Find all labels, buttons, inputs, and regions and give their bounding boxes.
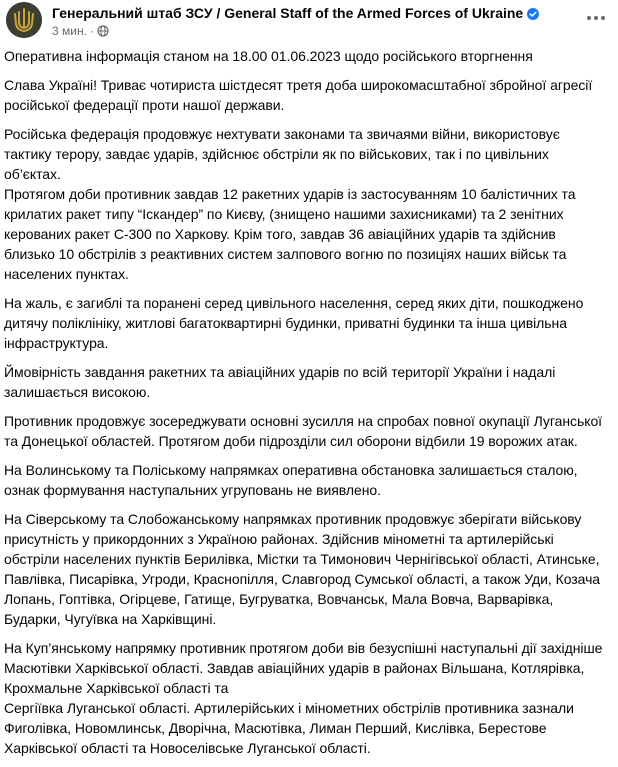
globe-icon[interactable]	[97, 25, 109, 40]
page-name-link[interactable]: Генеральний штаб ЗСУ / General Staff of the Armed Forces of Ukraine	[52, 5, 524, 21]
post-paragraph: Ймовірність завдання ракетних та авіаційних ударів по всій території України і надалі залишається високою.	[4, 364, 556, 400]
post-paragraph: Сергіївка Луганської області. Артилерійських і мінометних обстрілів противника зазнали Фиголівка, Новомлинськ, Дворічна, Масютівка, Лиман Перший, Кислівка, Берестове Харківської області та Новоселівське Луганської області.	[4, 700, 574, 756]
meta-separator: ·	[89, 24, 94, 38]
author-line	[52, 5, 539, 25]
post-header	[4, 2, 618, 42]
post-paragraph: На Куп’янському напрямку противник протягом доби вів безуспішні наступальні дії західніше Масютівки Харківської області. Завдав авіаційних ударів в районах Вільшана, Котлярівка, Крохмальне Харківської області та	[4, 640, 603, 696]
post-body	[4, 46, 604, 767]
trident-emblem-icon	[6, 2, 42, 38]
post-paragraph: На Сіверському та Слобожанському напрямках противник продовжує зберігати військову присутність у прикордонних з Україною районах. Здійснив мінометні та артилерійські обстріли населених пунктів Берилівка, Містки та Тимонович Чернігівської області, Атинське, Павлівка, Писарівка, Угроди, Краснопілля, Славгород Сумської області, а також Уди, Козача Лопань, Гоптівка, Огірцеве, Гатище, Бугруватка, Вовчанськ, Мала Вовча, Варварівка, Бударки, Чугуївка на Харківщині.	[4, 511, 601, 627]
post-paragraph: На Волинському та Поліському напрямках оперативна обстановка залишається сталою, ознак формування наступальних угруповань не виявлено.	[4, 462, 578, 498]
post-paragraph-heading: Оперативна інформація станом на 18.00 01.06.2023 щодо російського вторгнення	[4, 48, 533, 64]
verified-badge-icon	[527, 7, 539, 25]
more-options-icon[interactable]	[582, 8, 610, 28]
post-paragraph: Слава Україні! Триває чотириста шістдесят третя доба широкомасштабної збройної агресії російської федерації проти нашої держави.	[4, 77, 593, 113]
post-paragraph: Російська федерація продовжує нехтувати законами та звичаями війни, використовує тактику терору, завдає ударів, здійснює обстріли як по військових, так і по цивільних об’єктах.	[4, 126, 560, 182]
post-meta	[52, 24, 109, 40]
post-paragraph: Противник продовжує зосереджувати основні зусилля на спробах повної окупації Луганської та Донецької областей. Протягом доби підрозділи сил оборони відбили 19 ворожих атак.	[4, 413, 603, 449]
post-timestamp[interactable]: 3 мин.	[52, 24, 87, 38]
page-avatar[interactable]	[6, 2, 42, 38]
post-paragraph: Протягом доби противник завдав 12 ракетних ударів із застосуванням 10 балістичних та крилатих ракет типу “Іскандер” по Києву, (знищено нашими захисниками) та 2 зенітних керованих ракет С-300 по Харкову. Крім того, завдав 36 авіаційних ударів та здійснив близько 10 обстрілів з реактивних систем залпового вогню по позиціях наших військ та населених пунктах.	[4, 186, 576, 282]
post-paragraph: На жаль, є загиблі та поранені серед цивільного населення, серед яких діти, пошкоджено дитячу поліклініку, житлові багатоквартирні будинки, приватні будинки та інша цивільна інфраструктура.	[4, 295, 584, 351]
